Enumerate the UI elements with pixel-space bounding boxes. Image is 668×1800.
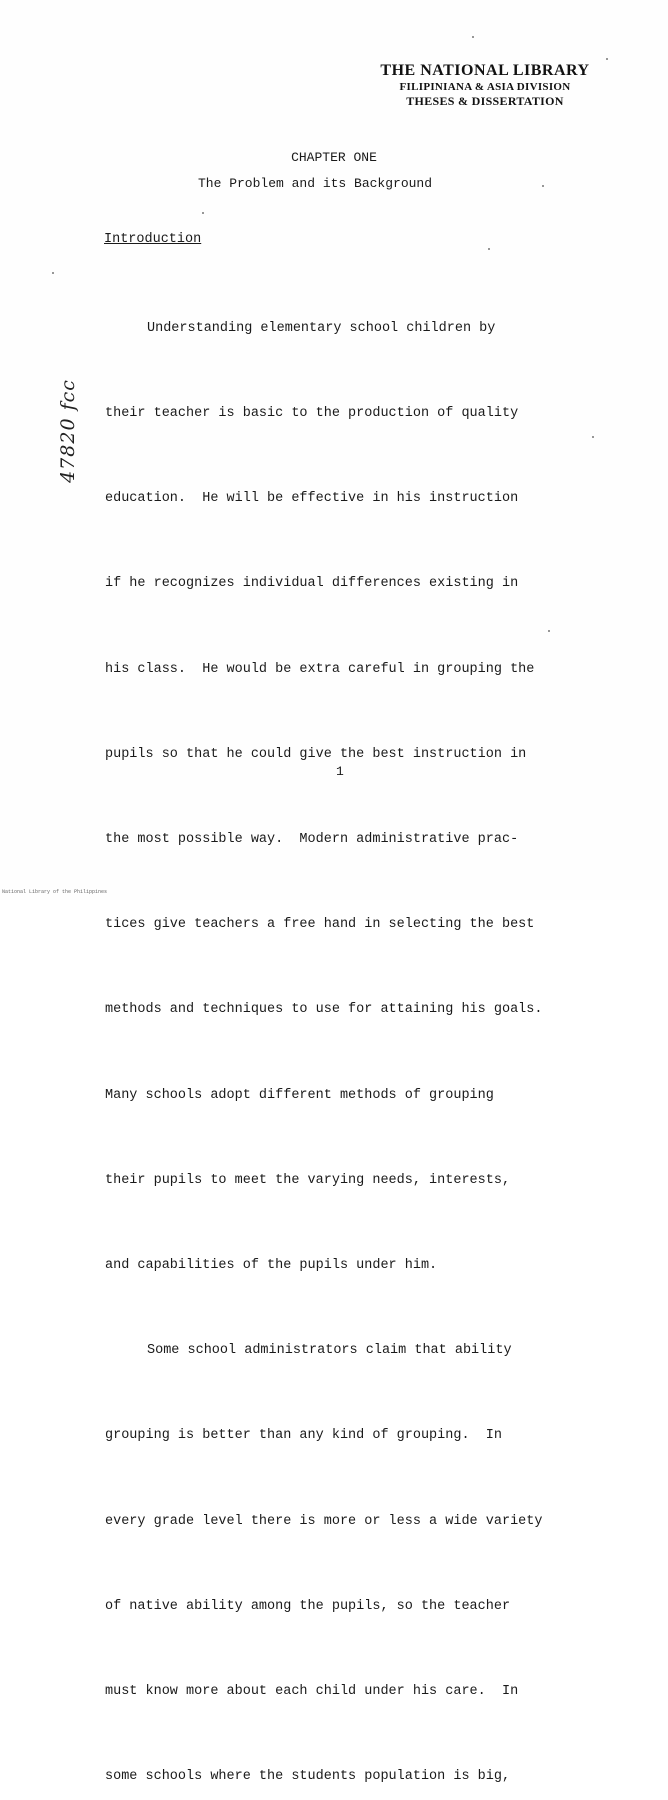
scan-speck [542,185,544,187]
body-line: Some school administrators claim that ability [147,1343,512,1359]
library-stamp [370,62,600,109]
section-heading: Introduction [104,232,202,247]
body-line: methods and techniques to use for attaining his goals. [105,1002,543,1018]
stamp-line-3: THESES & DISSERTATION [406,94,564,109]
body-line: tices give teachers a free hand in selecting the best [105,917,535,933]
body-line: every grade level there is more or less a wide variety [105,1513,543,1529]
chapter-title-text: CHAPTER ONE [291,150,377,165]
body-line: their teacher is basic to the production of quality [105,406,519,422]
scan-speck [592,436,594,438]
body-line: and capabilities of the pupils under him. [105,1258,438,1274]
scan-speck [472,36,474,38]
body-line: the most possible way. Modern administrative prac- [105,832,519,848]
scan-speck [52,272,54,274]
body-line: pupils so that he could give the best instruction in [105,746,527,762]
body-line: education. He will be effective in his instruction [105,491,519,507]
body-line: if he recognizes individual differences existing in [105,576,519,592]
chapter-title [0,150,668,165]
handwritten-margin-note: 47820 fcc [57,379,79,483]
body-line: Understanding elementary school children by [147,320,496,336]
stamp-line-2: FILIPINIANA & ASIA DIVISION [399,81,571,94]
body-line: some schools where the students population is big, [105,1769,511,1785]
scan-footer: National Library of the Philippines [2,889,108,895]
scan-speck [606,58,608,60]
body-line: grouping is better than any kind of grouping. In [105,1428,502,1444]
chapter-subtitle: The Problem and its Background [198,176,433,191]
body-line: Many schools adopt different methods of grouping [105,1087,494,1103]
body-line: his class. He would be extra careful in grouping the [105,661,535,677]
scan-speck [548,630,550,632]
body-line: of native ability among the pupils, so the teacher [105,1598,511,1614]
body-line: must know more about each child under his care. In [105,1684,519,1700]
stamp-line-1: THE NATIONAL LIBRARY [380,62,590,79]
scan-speck [488,248,490,250]
page-number: 1 [336,764,344,779]
body-line: their pupils to meet the varying needs, interests, [105,1172,511,1188]
body-text [105,258,605,1800]
scan-speck [202,212,204,214]
